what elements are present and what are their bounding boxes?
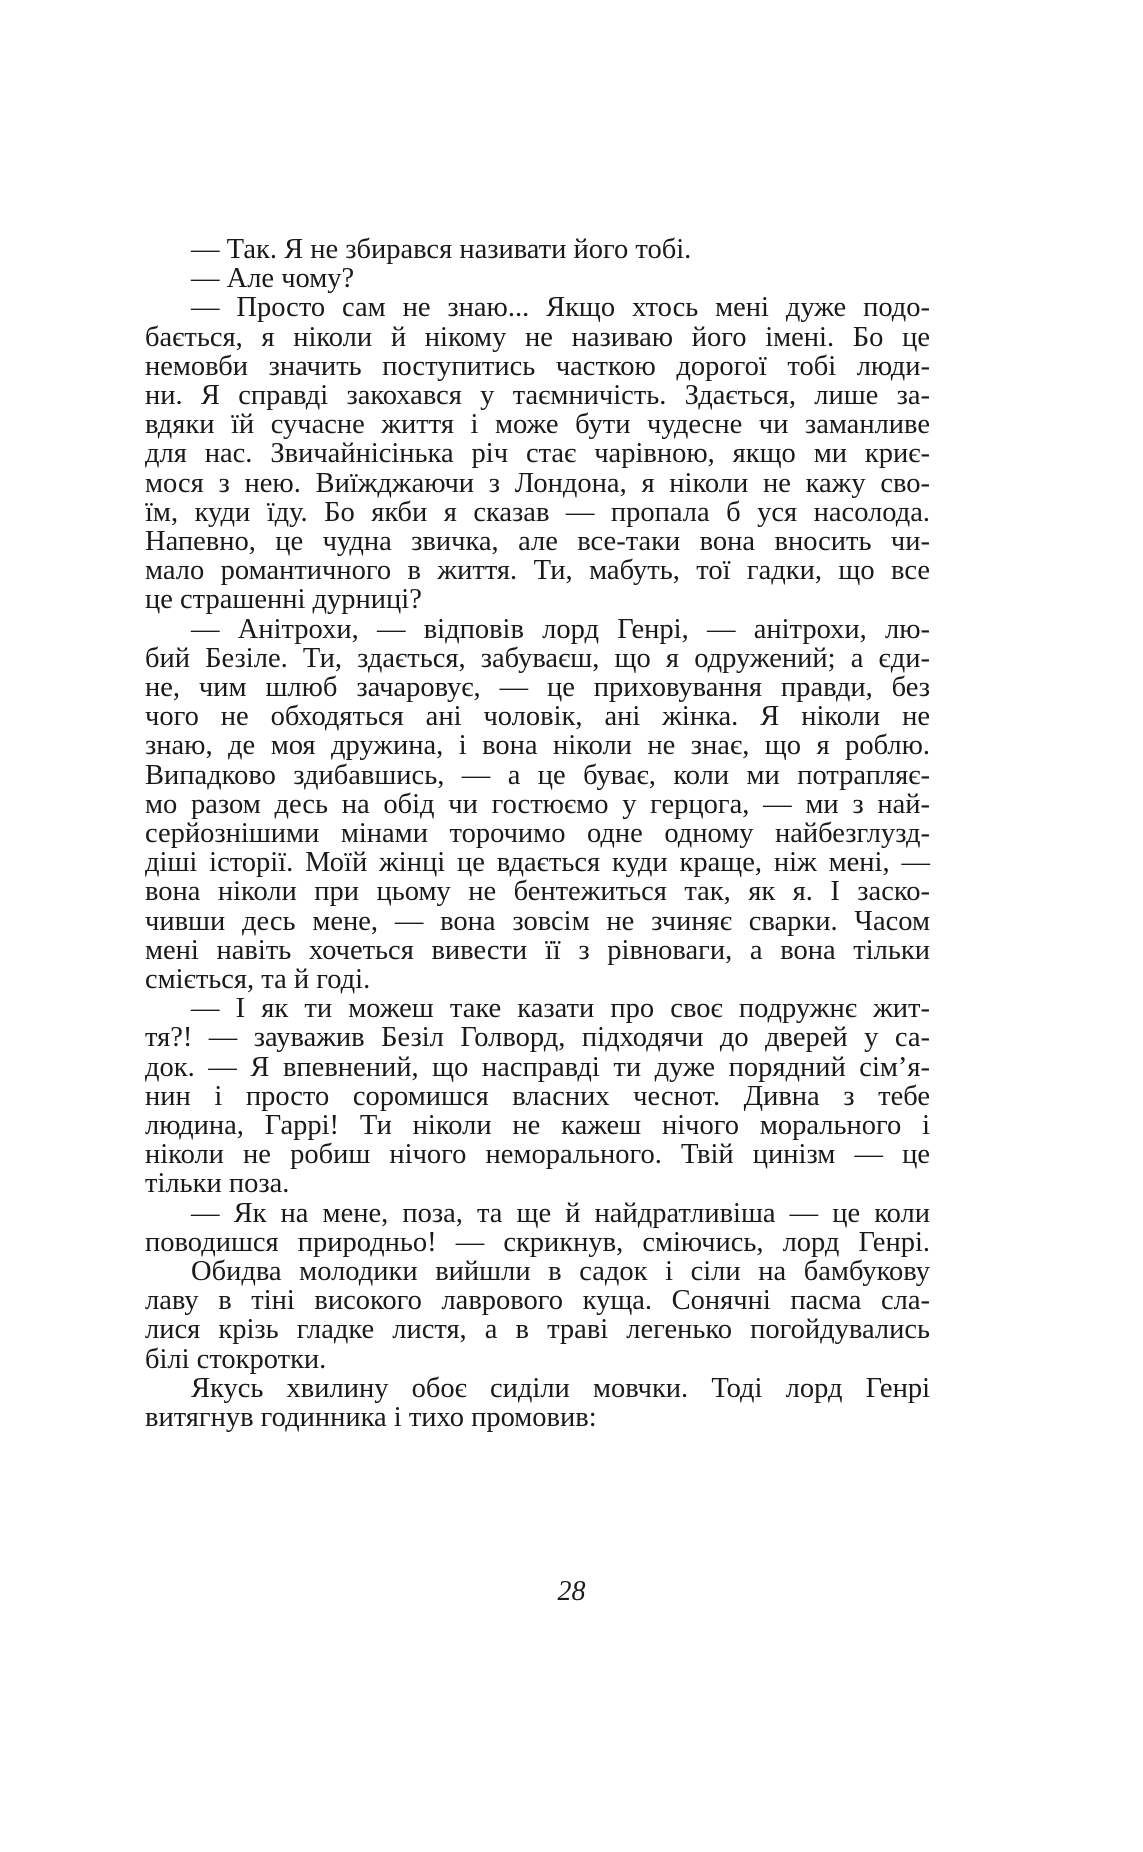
text-line: бається, я ніколи й нікому не називаю його імені. Бо це — [145, 322, 930, 353]
text-line: тя?! — зауважив Безіл Голворд, підходячи до дверей у са- — [145, 1022, 930, 1053]
text-line: бий Безіле. Ти, здається, забуваєш, що я одружений; а єди- — [145, 643, 930, 674]
text-line: ніколи не робиш нічого неморального. Твій цинізм — це — [145, 1139, 930, 1170]
text-line: Обидва молодики вийшли в садок і сіли на бамбукову — [191, 1256, 930, 1287]
text-line: мося з нею. Виїжджаючи з Лондона, я ніколи не кажу сво- — [145, 468, 930, 499]
text-line: лися крізь гладке листя, а в траві легенько погойдувались — [145, 1314, 930, 1345]
text-line: мало романтичного в життя. Ти, мабуть, тої гадки, що все — [145, 555, 930, 586]
text-line: Якусь хвилину обоє сиділи мовчки. Тоді лорд Генрі — [191, 1373, 930, 1404]
text-line: знаю, де моя дружина, і вона ніколи не знає, що я роблю. — [145, 730, 930, 761]
text-line: їм, куди їду. Бо якби я сказав — пропала б уся насолода. — [145, 497, 930, 528]
text-line: — Просто сам не знаю... Якщо хтось мені дуже подо- — [191, 292, 930, 323]
text-line: нин і просто соромишся власних чеснот. Дивна з тебе — [145, 1081, 930, 1112]
text-line: — Анітрохи, — відповів лорд Генрі, — анітрохи, лю- — [191, 614, 930, 645]
text-line: чивши десь мене, — вона зовсім не зчиняє сварки. Часом — [145, 906, 930, 937]
text-line: лаву в тіні високого лаврового куща. Сонячні пасма сла- — [145, 1285, 930, 1316]
text-line: — І як ти можеш таке казати про своє подружнє жит- — [191, 993, 930, 1024]
text-line: сміється, та й годі. — [145, 964, 371, 995]
text-line: білі стокротки. — [145, 1344, 327, 1375]
page-number: 28 — [557, 1576, 586, 1607]
text-line: — Але чому? — [191, 263, 355, 294]
text-line: — Як на мене, поза, та ще й найдратливіша — це коли — [191, 1198, 930, 1229]
text-line: людина, Гаррі! Ти ніколи не кажеш нічого морального і — [145, 1110, 930, 1141]
text-line: ни. Я справді закохався у таємничість. Здається, лише за- — [145, 380, 930, 411]
text-line: Напевно, це чудна звичка, але все-таки вона вносить чи- — [145, 526, 930, 557]
text-line: не, чим шлюб зачаровує, — це приховування правди, без — [145, 672, 930, 703]
text-line: мені навіть хочеться вивести її з рівноваги, а вона тільки — [145, 935, 930, 966]
text-line: мо разом десь на обід чи гостюємо у герцога, — ми з най- — [145, 789, 930, 820]
text-line: вдяки їй сучасне життя і може бути чудесне чи заманливе — [145, 409, 930, 440]
text-line: — Так. Я не збирався називати його тобі. — [191, 234, 692, 265]
text-line: немовби значить поступитись часткою дорогої тобі люди- — [145, 351, 930, 382]
text-line: поводишся природньо! — скрикнув, сміючись, лорд Генрі. — [145, 1227, 930, 1258]
text-line: витягнув годинника і тихо промовив: — [145, 1402, 597, 1433]
text-line: тільки поза. — [145, 1168, 290, 1199]
text-line: серйознішими мінами торочимо одне одному найбезглузд- — [145, 818, 930, 849]
text-line: вона ніколи при цьому не бентежиться так, як я. І заско- — [145, 876, 930, 907]
text-line: для нас. Звичайнісінька річ стає чарівною, якщо ми криє- — [145, 438, 930, 469]
text-line: док. — Я впевнений, що насправді ти дуже порядний сім’я- — [145, 1052, 930, 1083]
text-line: діші історії. Моїй жінці це вдається куди краще, ніж мені, — — [145, 847, 930, 878]
text-line: це страшенні дурниці? — [145, 584, 422, 615]
text-line: Випадково здибавшись, — а це буває, коли ми потрапляє- — [145, 760, 930, 791]
text-line: чого не обходяться ані чоловік, ані жінка. Я ніколи не — [145, 701, 930, 732]
